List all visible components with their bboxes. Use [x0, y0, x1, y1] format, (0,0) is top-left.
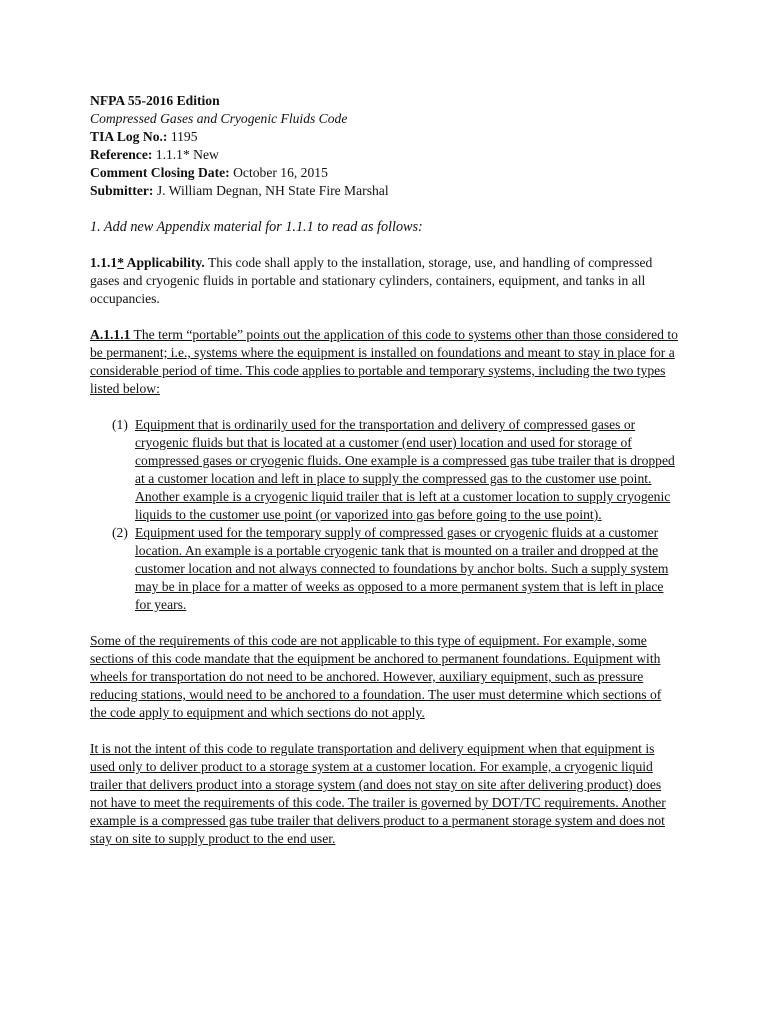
tia-log-value: 1195 [167, 129, 198, 144]
list-item-number: (1) [112, 417, 128, 432]
closing-date-value: October 16, 2015 [229, 165, 328, 180]
annex-list [90, 416, 680, 614]
list-item-text: Equipment that is ordinarily used for the transportation and delivery of compressed gases or cryogenic fluids but that is located at a customer (end user) location and used for storage of compressed gases or cryogenic fluids. One example is a compressed gas tube trailer that is dropped at a customer location and left in place to supply the compressed gas to the customer use point. Another example is a cryogenic liquid trailer that is left at a customer location to supply cryogenic liquids to the customer use point (or vaporized into gas before going to the use point). [135, 417, 675, 522]
applicability-text: This code shall apply to the installation, storage, use, and handling of compressed gases and cryogenic fluids in portable and stationary cylinders, containers, equipment, and tanks in all occupancies. [90, 255, 653, 306]
tia-log-label: TIA Log No.: [90, 129, 168, 144]
list-item [90, 524, 680, 614]
instruction-text: 1. Add new Appendix material for 1.1.1 to read as follows: [90, 219, 423, 235]
document-content [90, 92, 680, 848]
body-paragraph: It is not the intent of this code to regulate transportation and delivery equipment when that equipment is used only to deliver product to a storage system at a customer location. For example, a cryogenic liquid trailer that delivers product into a storage system (and does not stay on site after delivering product) does not have to meet the requirements of this code. The trailer is governed by DOT/TC requirements. Another example is a compressed gas tube trailer that delivers product to a permanent storage system and does not stay on site to supply product to the end user. [90, 741, 666, 846]
reference-value: 1.1.1* New [152, 147, 219, 162]
closing-date-line [90, 164, 680, 182]
edition-line [90, 92, 680, 110]
list-item [90, 416, 680, 524]
applicability-star: * [117, 255, 124, 270]
applicability-number: 1.1.1 [90, 255, 118, 270]
annex-text: The term “portable” points out the application of this code to systems other than those considered to be permanent; i.e., systems where the equipment is installed on foundations and meant to stay in place for a considerable period of time. This code applies to portable and temporary systems, including the two types listed below: [90, 327, 678, 396]
list-item-text: Equipment used for the temporary supply of compressed gases or cryogenic fluids at a customer location. An example is a portable cryogenic tank that is mounted on a trailer and dropped at the customer location and not always connected to foundations by anchor bolts. Such a supply system may be in place for a matter of weeks as opposed to a more permanent system that is left in place for years. [135, 525, 669, 612]
closing-date-label: Comment Closing Date: [90, 165, 230, 180]
reference-label: Reference: [90, 147, 153, 162]
body-paragraph: Some of the requirements of this code are not applicable to this type of equipment. For example, some sections of this code mandate that the equipment be anchored to permanent foundations. Equipment with wheels for transportation do not need to be anchored. However, auxiliary equipment, such as pressure reducing stations, would need to be anchored to a foundation. The user must determine which sections of the code apply to equipment and which sections do not apply. [90, 633, 662, 720]
applicability-paragraph [90, 254, 680, 308]
submitter-line [90, 182, 680, 200]
submitter-value: J. William Degnan, NH State Fire Marshal [153, 183, 389, 198]
list-item-number: (2) [112, 525, 128, 540]
applicability-heading: Applicability. [123, 255, 205, 270]
submitter-label: Submitter: [90, 183, 154, 198]
code-title: Compressed Gases and Cryogenic Fluids Code [90, 111, 348, 126]
reference-line [90, 146, 680, 164]
edition-title: NFPA 55-2016 Edition [90, 93, 220, 108]
document-header [90, 92, 680, 200]
annex-paragraph [90, 326, 680, 398]
tia-log-line [90, 128, 680, 146]
annex-number: A.1.1.1 [90, 327, 131, 342]
